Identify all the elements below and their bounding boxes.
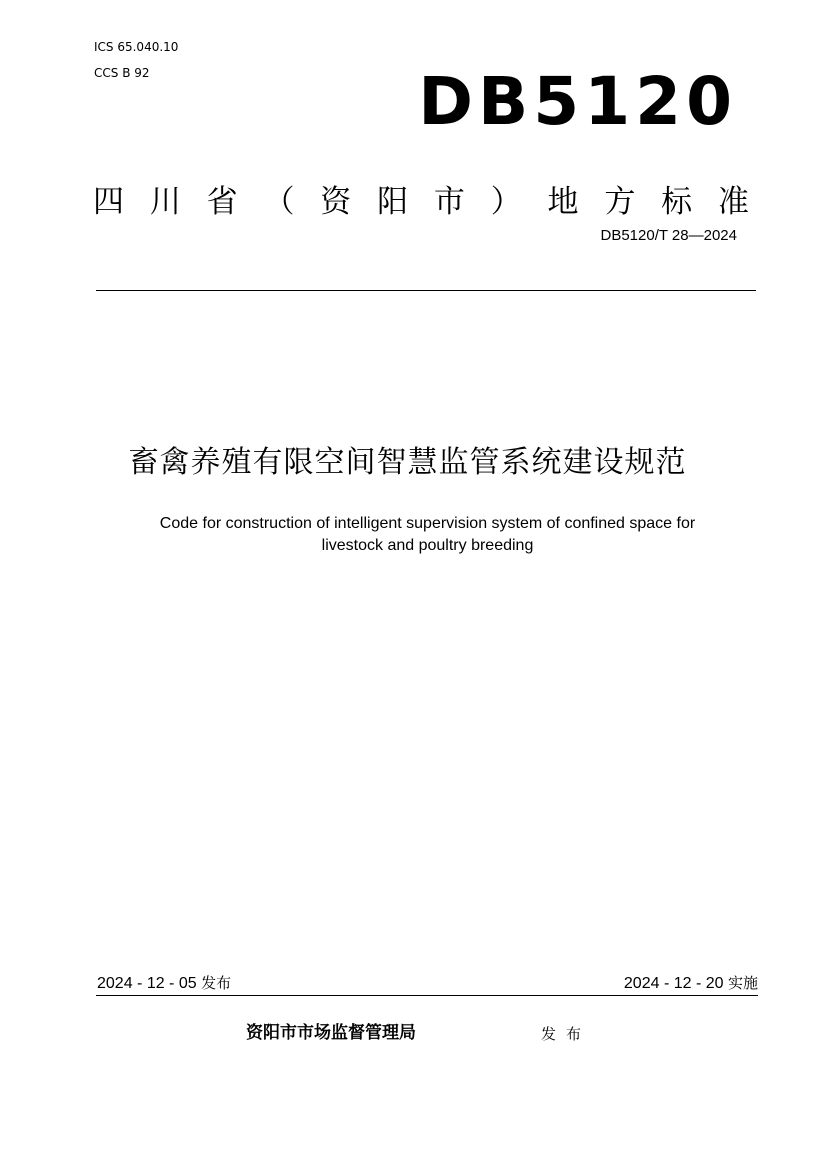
effective-date-block [624, 972, 758, 995]
standard-type-char: 省 [206, 184, 238, 220]
issue-label: 发布 [201, 974, 232, 992]
standard-type-char: 市 [433, 184, 465, 220]
standard-type-char: 标 [661, 184, 693, 220]
standard-type-char: 资 [320, 184, 352, 220]
effective-date: 2024 - 12 - 20 [623, 975, 724, 992]
issuing-authority: 资阳市市场监督管理局 [246, 1023, 416, 1043]
title-english-line: livestock and poultry breeding [321, 537, 534, 554]
ccs-code: CCS B 92 [94, 66, 150, 80]
standard-type-char: 川 [149, 184, 181, 220]
title-chinese: 畜禽养殖有限空间智慧监管系统建设规范 [128, 445, 687, 480]
standard-type [93, 182, 749, 222]
standard-type-char: 阳 [377, 184, 409, 220]
issuing-action: 发布 [541, 1025, 592, 1043]
standard-type-char: ） [490, 184, 522, 220]
standard-type-char: 准 [717, 184, 749, 220]
footer-divider [96, 995, 758, 996]
ics-code: ICS 65.040.10 [94, 40, 179, 54]
standard-type-char: （ [263, 184, 295, 220]
effective-label: 实施 [727, 974, 758, 992]
title-english-line: Code for construction of intelligent supervision system of confined space for [159, 515, 696, 532]
issue-date-block [97, 972, 231, 995]
standard-type-char: 四 [93, 184, 124, 220]
issue-date: 2024 - 12 - 05 [97, 975, 197, 992]
header-divider [96, 290, 756, 291]
standard-number: DB5120/T 28—2024 [600, 227, 737, 244]
standard-type-char: 地 [547, 184, 579, 220]
title-english [90, 513, 765, 557]
standard-type-char: 方 [604, 184, 636, 220]
standard-series-code: DB5120 [418, 63, 737, 140]
